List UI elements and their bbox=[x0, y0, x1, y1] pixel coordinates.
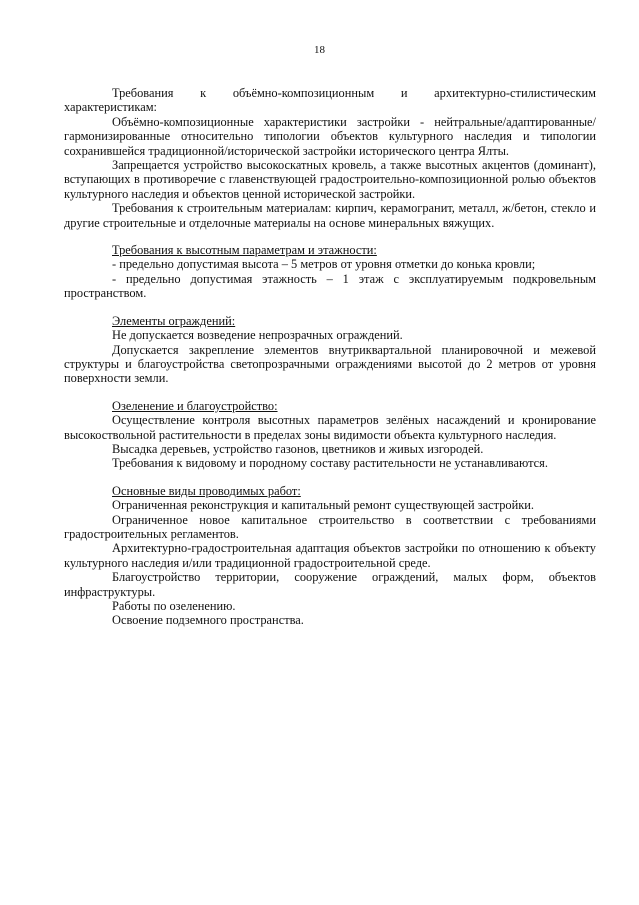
paragraph: Требования к видовому и породному составу растительности не устанавливаются. bbox=[112, 456, 548, 471]
paragraph: Запрещается устройство высокоскатных кровель, а также высотных акцентов (доминант), вступающих в противоречие с главенствующей градостроительно-композиционной ролью объектов культурного наследия и объектов ценной исторической застройки. bbox=[64, 158, 596, 201]
paragraph: Ограниченное новое капитальное строительство в соответствии с требованиями градостроительных регламентов. bbox=[64, 512, 596, 541]
paragraph: - предельно допустимая этажность – 1 этаж с эксплуатируемым подкровельным пространством. bbox=[64, 271, 596, 301]
section-heading: Озеленение и благоустройство: bbox=[112, 398, 278, 413]
paragraph: Архитектурно-градостроительная адаптация объектов застройки по отношению к объекту культурного наследия и/или традиционной градостроительной среде. bbox=[64, 541, 596, 570]
section-heading: Основные виды проводимых работ: bbox=[112, 483, 301, 498]
paragraph: Требования к объёмно-композиционным и архитектурно-стилистическим характеристикам: bbox=[64, 86, 596, 115]
paragraph: - предельно допустимая высота – 5 метров от уровня отметки до конька кровли; bbox=[112, 257, 536, 272]
page-number: 18 bbox=[314, 44, 325, 56]
section-heading: Элементы ограждений: bbox=[112, 313, 236, 328]
paragraph: Объёмно-композиционные характеристики застройки - нейтральные/адаптированные/гармонизированные относительно типологии объектов культурного наследия и типологии сохранившейся традиционной/исторической застройки исторического центра Ялты. bbox=[64, 114, 596, 158]
paragraph: Не допускается возведение непрозрачных ограждений. bbox=[112, 328, 403, 343]
paragraph: Работы по озеленению. bbox=[112, 599, 236, 613]
document-body bbox=[64, 86, 596, 628]
paragraph: Освоение подземного пространства. bbox=[112, 613, 304, 628]
paragraph: Высадка деревьев, устройство газонов, цветников и живых изгородей. bbox=[112, 441, 484, 456]
paragraph: Осуществление контроля высотных параметров зелёных насаждений и кронирование высокоствольной растительности в пределах зоны видимости объекта культурного наследия. bbox=[64, 413, 596, 442]
paragraph: Требования к строительным материалам: кирпич, керамогранит, металл, ж/бетон, стекло и другие строительные и отделочные материалы на основе минеральных вяжущих. bbox=[64, 201, 596, 230]
paragraph: Допускается закрепление элементов внутриквартальной планировочной и межевой структуры и благоустройства светопрозрачными ограждениями высотой до 2 метров от уровня поверхности земли. bbox=[64, 342, 596, 386]
paragraph: Благоустройство территории, сооружение ограждений, малых форм, объектов инфраструктуры. bbox=[64, 570, 596, 599]
section-heading: Требования к высотным параметрам и этажности: bbox=[112, 243, 377, 258]
paragraph: Ограниченная реконструкция и капитальный ремонт существующей застройки. bbox=[112, 498, 534, 513]
